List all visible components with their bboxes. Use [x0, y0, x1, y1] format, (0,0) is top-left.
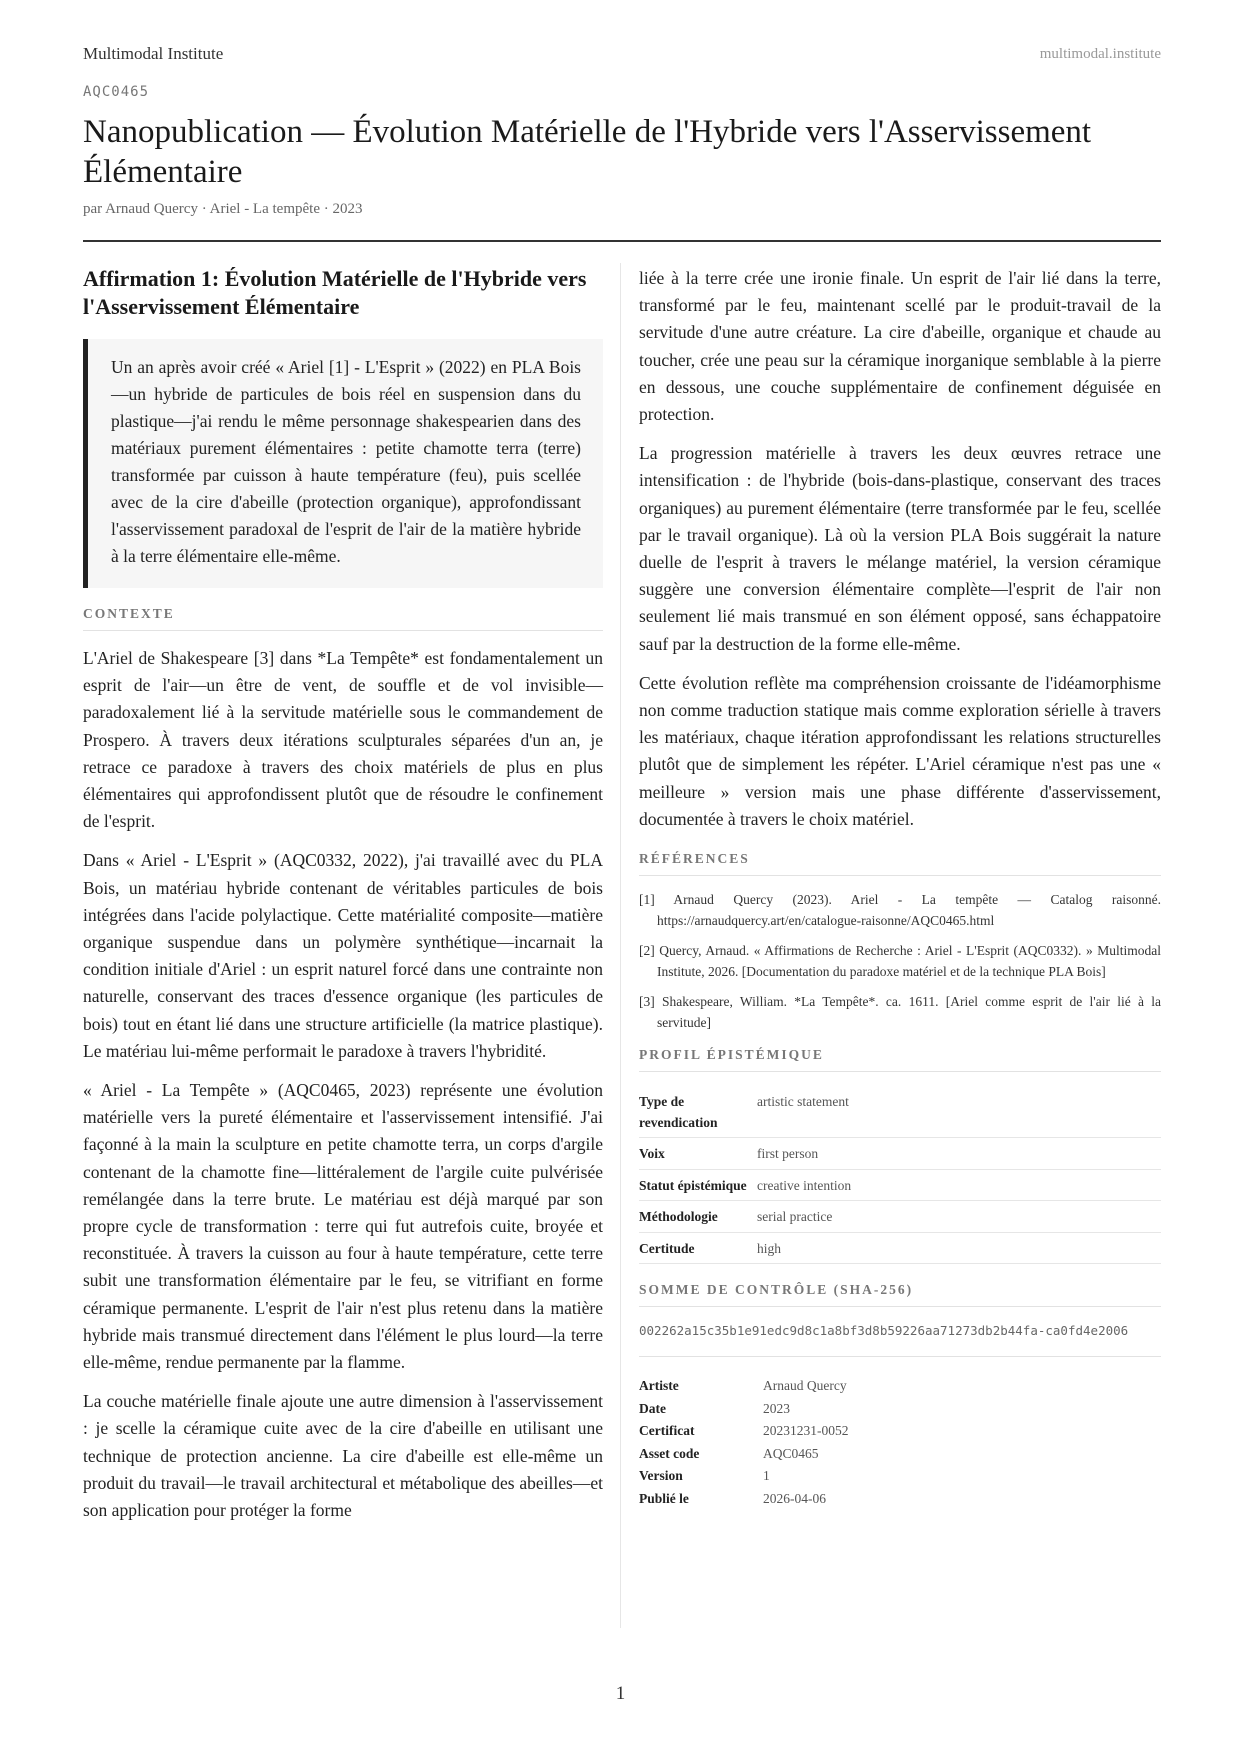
metadata-table: [639, 1375, 1161, 1510]
meta-value: 1: [763, 1468, 770, 1484]
meta-value: 2026-04-06: [763, 1490, 826, 1506]
meta-value: AQC0465: [763, 1445, 819, 1461]
institute-name: Multimodal Institute: [83, 44, 224, 63]
claim-heading: Affirmation 1: Évolution Matérielle de l'Hybride vers l'Asservissement Élémentaire: [83, 266, 587, 319]
context-paragraph: Dans « Ariel - L'Esprit » (AQC0332, 2022), j'ai travaillé avec du PLA Bois, un matériau hybride contenant de véritables particules de bois intégrées dans l'acide polylactique. Cette matérialité composite—matière organique suspendue dans un polymère synthétique—incarnait la condition initiale d'Ariel : un esprit naturel forcé dans une contrainte non naturelle, conservant des traces d'essence organique (les particules de bois) tout en étant lié dans une structure artificielle (la matrice plastique). Le matériau lui-même performait le paradoxe à travers l'hybridité.: [83, 850, 603, 1061]
profile-value: artistic statement: [757, 1086, 1161, 1138]
left-column: [83, 265, 603, 1536]
meta-value: Arnaud Quercy: [763, 1378, 847, 1394]
claim-text: Un an après avoir créé « Ariel [1] - L'Esprit » (2022) en PLA Bois—un hybride de particules de bois réel en suspension dans du plastique—j'ai rendu le même personnage shakespearien dans des matériaux purement élémentaires : petite chamotte terra (terre) transformée par cuisson à haute température (feu), puis scellée avec de la cire d'abeille (protection organique), approfondissant l'asservissement paradoxal de l'esprit de l'air de la matière hybride à la terre élémentaire elle-même.: [111, 357, 581, 566]
header-divider: [83, 240, 1161, 242]
reference-item[interactable]: [1] Arnaud Quercy (2023). Ariel - La tempête — Catalog raisonné. https://arnaudquercy.art/en/catalogue-raisonne/AQC0465.html: [639, 892, 1161, 928]
profile-key: Type de revendication: [639, 1086, 757, 1138]
meta-key: Date: [639, 1400, 666, 1416]
meta-key: Certificat: [639, 1423, 695, 1439]
checksum-value: 002262a15c35b1e91edc9d8c1a8bf3d8b59226aa71273db2b44fa-ca0fd4e2006: [639, 1321, 1161, 1357]
claim-blockquote: [83, 339, 603, 588]
table-row: [639, 1169, 1161, 1201]
context-paragraph-split: [83, 1388, 603, 1524]
profile-key: Voix: [639, 1138, 757, 1170]
document-page: [83, 0, 1161, 1754]
top-bar: [83, 44, 1161, 68]
table-row: [639, 1443, 1161, 1466]
table-row: [639, 1488, 1161, 1511]
meta-key: Artiste: [639, 1378, 679, 1394]
context-paragraph: La progression matérielle à travers les deux œuvres retrace une intensification : de l'hybride (bois-dans-plastique, conservant des traces organiques) au purement élémentaire (terre transformée par le feu, scellée par le travail organique). Là où la version PLA Bois suggérait la nature duelle de l'esprit à travers le mélange matériel, la version céramique suggère une conversion élémentaire complète—l'esprit de l'air non seulement lié mais transmué en son élément opposé, sans échappatoire sauf par la destruction de la forme elle-même.: [639, 443, 1161, 654]
profile-value: creative intention: [757, 1169, 1161, 1201]
references-title: RÉFÉRENCES: [639, 851, 1161, 876]
table-row: [639, 1232, 1161, 1264]
table-row: [639, 1465, 1161, 1488]
meta-value: 2023: [763, 1400, 790, 1416]
profile-key: Méthodologie: [639, 1201, 757, 1233]
right-column: [639, 265, 1161, 1510]
table-row: [639, 1398, 1161, 1421]
table-row: [639, 1086, 1161, 1138]
page-title: Nanopublication — Évolution Matérielle de l'Hybride vers l'Asservissement Élémentaire: [83, 114, 1092, 190]
profile-value: first person: [757, 1138, 1161, 1170]
context-paragraph: L'Ariel de Shakespeare [3] dans *La Tempête* est fondamentalement un esprit de l'air—un être de vent, de souffle et de vol invisible—paradoxalement lié à la servitude matérielle sous le commandement de Prospero. À travers deux itérations sculpturales séparées d'un an, je retrace ce paradoxe à travers des choix matériels de plus en plus élémentaires qui approfondissent plutôt que de résoudre le confinement de l'esprit.: [83, 648, 603, 832]
profile-title: PROFIL ÉPISTÉMIQUE: [639, 1047, 1161, 1072]
table-row: [639, 1138, 1161, 1170]
asset-code: AQC0465: [83, 84, 150, 100]
table-row: [639, 1201, 1161, 1233]
column-divider: [620, 263, 621, 1628]
meta-key: Publié le: [639, 1490, 689, 1506]
context-paragraph: « Ariel - La Tempête » (AQC0465, 2023) représente une évolution matérielle vers la pureté élémentaire et l'asservissement intensifié. J'ai façonné à la main la sculpture en petite chamotte terra, un corps d'argile contenant de la chamotte fine—littéralement de l'argile cuite pulvérisée remélangée dans la terre brute. Le matériau est déjà marqué par son propre cycle de transformation : terre qui fut autrefois cuite, broyée et reconstituée. À travers la cuisson au four à haute température, cette terre subit une transformation élémentaire par le feu, se vitrifiant en forme céramique permanente. L'esprit de l'air n'est plus retenu dans la matière hybride mais transmué directement dans l'élément le plus lourd—la terre elle-même, rendue permanente par la flamme.: [83, 1080, 603, 1373]
meta-key: Asset code: [639, 1445, 700, 1461]
reference-item: [2] Quercy, Arnaud. « Affirmations de Recherche : Ariel - L'Esprit (AQC0332). » Multimodal Institute, 2026. [Documentation du paradoxe matériel et de la technique PLA Bois]: [639, 943, 1161, 979]
paragraph-start: La couche matérielle finale ajoute une autre dimension à l'asservissement : je scelle la céramique cuite avec de la cire d'abeille en utilisant une technique de protection ancienne. La cire d'abeille est elle-même un produit du travail—le travail architectural et métabolique des abeilles—et son application pour protéger la forme: [83, 1391, 603, 1521]
paragraph-end: liée à la terre crée une ironie finale. Un esprit de l'air lié dans la terre, transformé par le feu, maintenant scellé par le produit-travail de la servitude d'une autre créature. La cire d'abeille, organique et chaude au toucher, crée une peau sur la céramique inorganique semblable à la pierre en dessous, une couche supplémentaire de confinement déguisée en protection.: [639, 268, 1161, 425]
epistemic-profile-table: [639, 1086, 1161, 1264]
profile-key: Statut épistémique: [639, 1169, 757, 1201]
byline: par Arnaud Quercy · Ariel - La tempête · 2023: [83, 201, 363, 217]
profile-value: high: [757, 1232, 1161, 1264]
table-row: [639, 1375, 1161, 1398]
context-title: CONTEXTE: [83, 606, 603, 631]
meta-value: 20231231-0052: [763, 1423, 849, 1439]
profile-key: Certitude: [639, 1232, 757, 1264]
context-paragraph-continued: [639, 265, 1161, 428]
profile-value: serial practice: [757, 1201, 1161, 1233]
meta-key: Version: [639, 1468, 683, 1484]
table-row: [639, 1420, 1161, 1443]
references-list: [639, 890, 1161, 1033]
reference-item: [3] Shakespeare, William. *La Tempête*. ca. 1611. [Ariel comme esprit de l'air lié à la servitude]: [639, 994, 1161, 1030]
context-paragraph: Cette évolution reflète ma compréhension croissante de l'idéamorphisme non comme traduction statique mais comme exploration sérielle à travers les matériaux, chaque itération approfondissant les relations structurelles plutôt que de simplement les répéter. L'Ariel céramique n'est pas une « meilleure » version mais une phase différente d'asservissement, documentée à travers le choix matériel.: [639, 672, 1161, 829]
checksum-title: SOMME DE CONTRÔLE (SHA-256): [639, 1282, 1161, 1307]
page-number: 1: [615, 1683, 626, 1704]
site-url[interactable]: multimodal.institute: [1039, 46, 1161, 62]
